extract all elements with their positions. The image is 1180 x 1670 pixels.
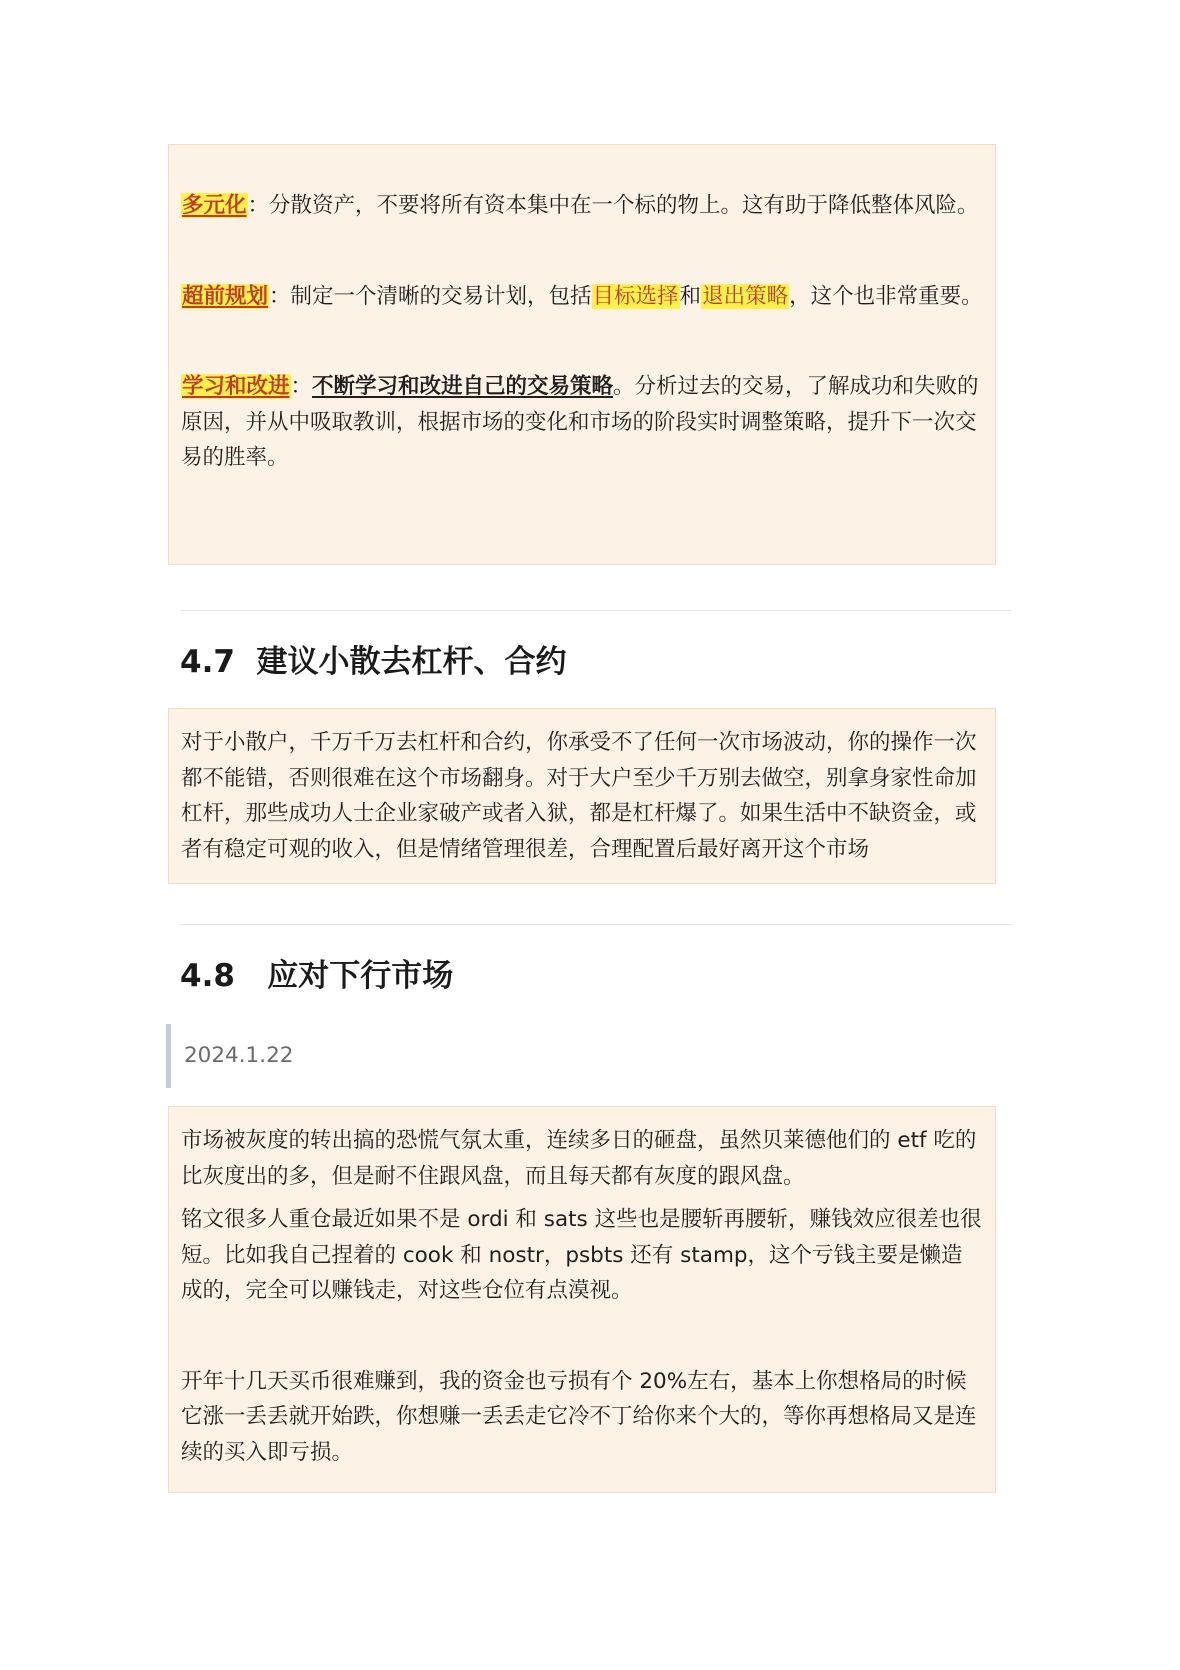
tip-planning-text-c: ，这个也非常重要。 xyxy=(789,283,983,309)
tip-planning xyxy=(181,279,983,315)
tip-planning-text-b: 和 xyxy=(679,283,702,309)
tip-diversification xyxy=(181,188,983,224)
tip-diversification-text: ：分散资产，不要将所有资本集中在一个标的物上。这有助于降低整体风险。 xyxy=(247,193,979,218)
leverage-advice-text: 对于小散户，千万千万去杠杆和合约，你承受不了任何一次市场波动，你的操作一次都不能错，否则很难在这个市场翻身。对于大户至少千万别去做空，别拿身家性命加杠杆，那些成功人士企业家破产或者入狱，都是杠杆爆了。如果生活中不缺资金，或者有稳定可观的收入，但是情绪管理很差，合理配置后最好离开这个市场 xyxy=(181,730,977,862)
tip-learning-sep: ： xyxy=(290,374,313,399)
market-note-losses: 开年十几天买币很难赚到，我的资金也亏损有个 20%左右，基本上你想格局的时候它涨一丢丢就开始跌，你想赚一丢丢走它冷不丁给你来个大的，等你再想格局又是连续的买入即亏损。 xyxy=(181,1368,977,1465)
tip-learning-text: 。分析过去的交易，了解成功和失败的原因，并从中吸取教训，根据市场的变化和市场的阶段实时调整策略，提升下一次交易的胜率。 xyxy=(181,374,979,470)
highlight-exit-strategy: 退出策略 xyxy=(702,283,789,309)
tips-callout-box xyxy=(168,144,996,565)
market-notes-callout-box xyxy=(168,1106,996,1493)
market-note-inscriptions: 铭文很多人重仓最近如果不是 ordi 和 sats 这些也是腰斩再腰斩，赚钱效应很差也很短。比如我自己捏着的 cook 和 nostr，psbts 还有 stamp，这个亏钱主要是懒造成的，完全可以赚钱走，对这些仓位有点漠视。 xyxy=(181,1207,982,1303)
date-blockquote xyxy=(166,1024,466,1088)
section-heading-4-7: 4.7 建议小散去杠杆、合约 xyxy=(180,644,567,680)
leverage-callout-box xyxy=(168,708,996,884)
tip-planning-text-a: ：制定一个清晰的交易计划，包括 xyxy=(269,283,592,309)
section-heading-4-8: 4.8 应对下行市场 xyxy=(180,958,454,994)
highlight-target-selection: 目标选择 xyxy=(592,283,679,309)
section-divider-2 xyxy=(180,924,1012,925)
keyword-learning: 学习和改进 xyxy=(182,374,290,399)
tip-learning xyxy=(181,369,983,476)
section-divider-1 xyxy=(180,610,1012,611)
market-note-grayscale: 市场被灰度的转出搞的恐慌气氛太重，连续多日的砸盘，虽然贝莱德他们的 etf 吃的比灰度出的多，但是耐不住跟风盘，而且每天都有灰度的跟风盘。 xyxy=(181,1128,977,1189)
keyword-planning: 超前规划 xyxy=(182,283,269,309)
entry-date: 2024.1.22 xyxy=(184,1043,294,1068)
tip-learning-emphasis: 不断学习和改进自己的交易策略 xyxy=(312,374,614,399)
keyword-diversification: 多元化 xyxy=(182,193,247,218)
